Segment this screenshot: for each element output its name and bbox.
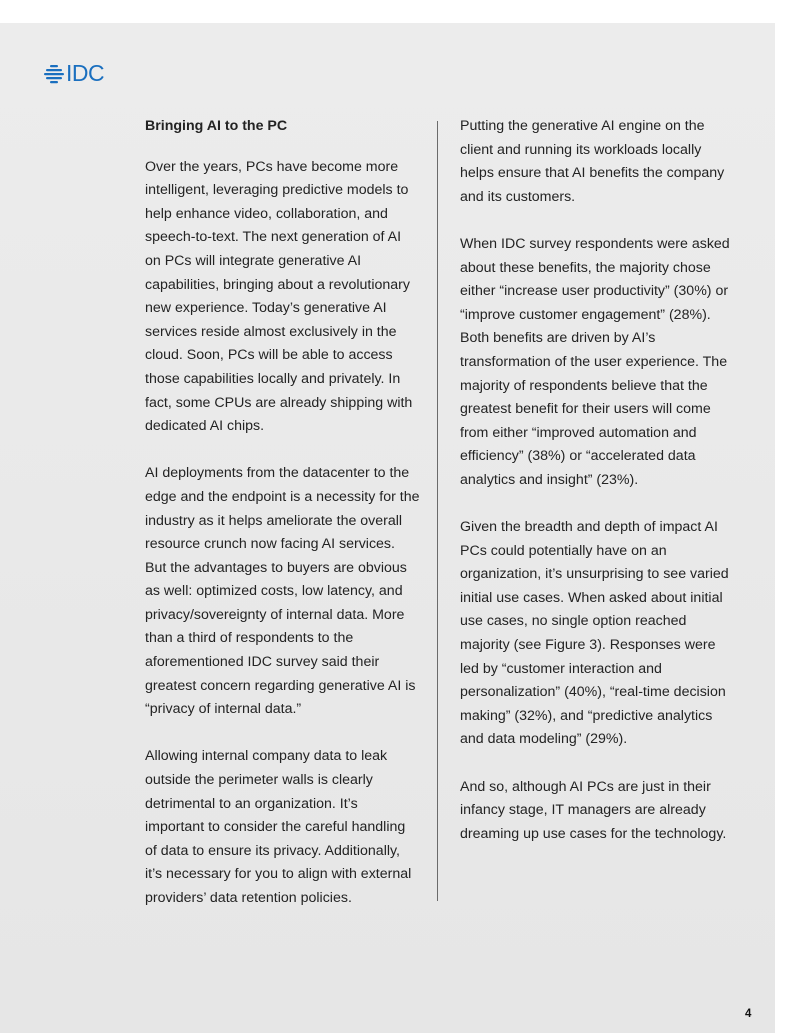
paragraph: Given the breadth and depth of impact AI PCs could potentially have on an organization, it’s unsurprising to see varied initial use cases. When asked about initial use cases, no single option reached majority (see Figure 3). Responses were led by “customer interaction and personalization” (40%), “real-time decision making” (32%), and “predictive analytics and data modeling” (29%).	[460, 519, 729, 748]
column-divider	[437, 121, 438, 901]
idc-logo	[44, 62, 104, 85]
section-title: Bringing AI to the PC	[145, 118, 288, 134]
paragraph: Over the years, PCs have become more intelligent, leveraging predictive models to help enhance video, collaboration, and speech-to-text. The next generation of AI on PCs will integrate generative AI capabilities, bringing about a revolutionary new experience. Today’s generative AI services reside almost exclusively in the cloud. Soon, PCs will be able to access those capabilities locally and privately. In fact, some CPUs are already shipping with dedicated AI chips.	[145, 158, 413, 435]
document-page	[0, 23, 775, 1033]
paragraph: Allowing internal company data to leak outside the perimeter walls is clearly detrimental to an organization. It’s important to consider the careful handling of data to ensure its privacy. Additionally, it’s necessary for you to align with external providers’ data retention policies.	[145, 748, 412, 906]
idc-globe-icon	[44, 63, 64, 85]
logo-text: IDC	[66, 60, 105, 86]
paragraph: AI deployments from the datacenter to the edge and the endpoint is a necessity for the industry as it helps ameliorate the overall resource crunch now facing AI services. But the advantages to buyers are obvious as well: optimized costs, low latency, and privacy/sovereignty of internal data. More than a third of respondents to the aforementioned IDC survey said their greatest concern regarding generative AI is “privacy of internal data.”	[145, 465, 420, 718]
left-column	[145, 115, 420, 934]
page-number: 4	[745, 1008, 752, 1020]
right-column	[460, 115, 735, 870]
paragraph: Putting the generative AI engine on the client and running its workloads locally helps ensure that AI benefits the company and its customers.	[460, 118, 725, 205]
paragraph: And so, although AI PCs are just in their infancy stage, IT managers are already dreaming up use cases for the technology.	[460, 778, 727, 842]
paragraph: When IDC survey respondents were asked about these benefits, the majority chose either “increase user productivity” (30%) or “improve customer engagement” (28%). Both benefits are driven by AI’s transformation of the user experience. The majority of respondents believe that the greatest benefit for their users will come from either “improved automation and efficiency” (38%) or “accelerated data analytics and insight” (23%).	[460, 235, 730, 488]
